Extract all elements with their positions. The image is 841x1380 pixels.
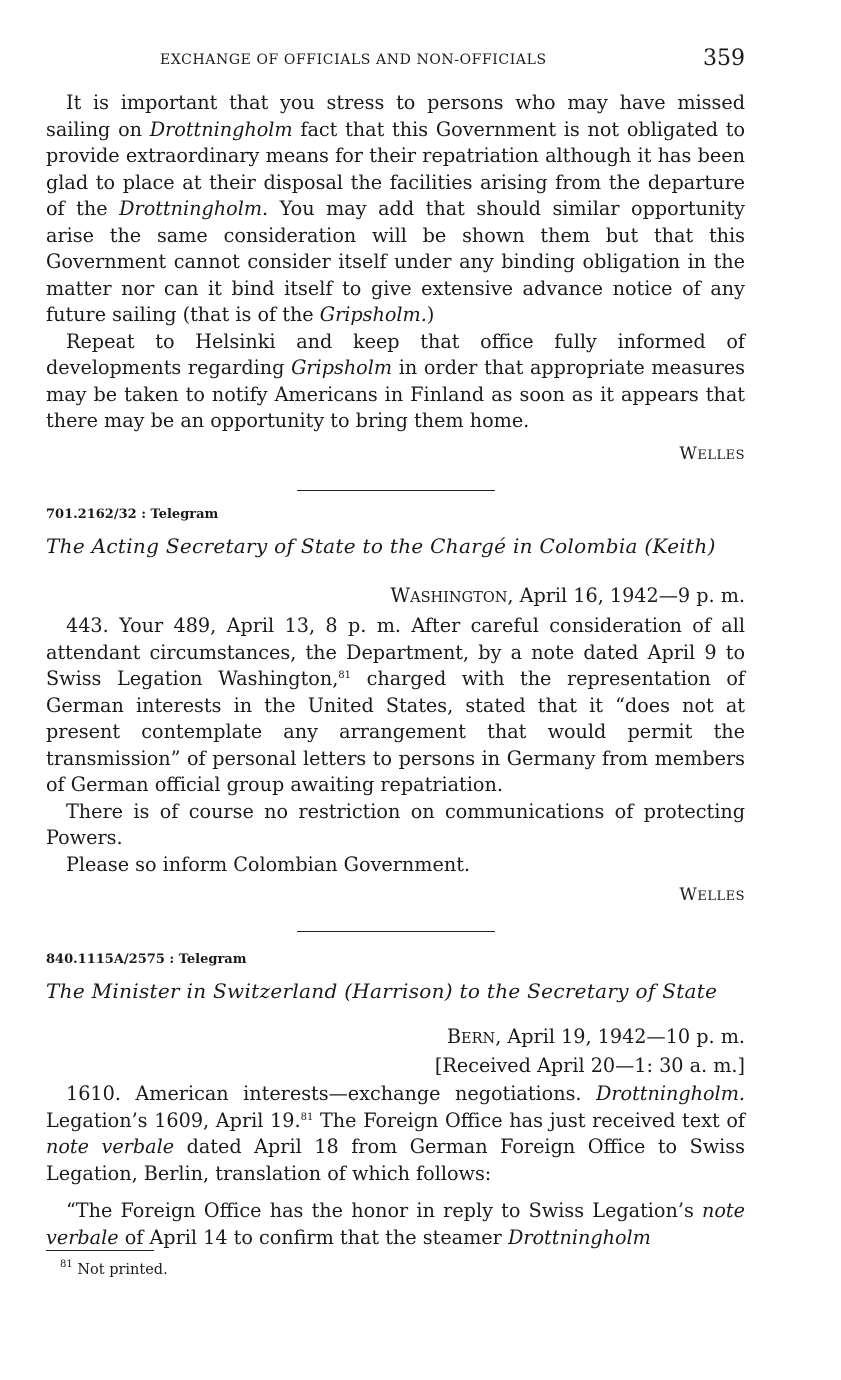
footnote-ref: 81 bbox=[338, 670, 352, 681]
text-run: You may add that should similar opportunity arise the same consideration will be shown them but that this Government cannot consider itself under any binding obligation in the matter nor can it bind itself to give extensive advance notice of any future sailing (that is of the bbox=[46, 197, 745, 326]
section3-body bbox=[46, 1081, 745, 1187]
paragraph bbox=[46, 90, 745, 329]
paragraph: Please so inform Colombian Government. bbox=[66, 852, 471, 876]
italic-text: note verbale bbox=[46, 1199, 745, 1249]
dateline-date: , April 16, 1942—9 p. m. bbox=[507, 584, 745, 607]
signature bbox=[679, 444, 745, 464]
text-run: Repeat to Helsinki and keep that office fully informed of developments regarding bbox=[46, 329, 745, 379]
signature-rest: ELLES bbox=[697, 889, 745, 904]
signature-rest: ELLES bbox=[697, 448, 745, 463]
italic-text: Drottningholm. bbox=[119, 197, 269, 220]
section-divider bbox=[297, 931, 495, 932]
section-divider bbox=[297, 490, 495, 491]
italic-text: Drottningholm bbox=[149, 117, 293, 141]
dateline bbox=[390, 583, 745, 612]
text-run: “The Foreign Office has the honor in reply to Swiss Legation’s bbox=[66, 1199, 703, 1222]
paragraph: There is of course no restriction on communications of protecting Powers. bbox=[46, 799, 745, 849]
received-line: [Received April 20—1: 30 a. m.] bbox=[434, 1053, 745, 1077]
footnote-text: Not printed. bbox=[72, 1262, 168, 1278]
dateline-date: , April 19, 1942—10 p. m. bbox=[495, 1025, 745, 1048]
text-run: in order that appropriate measures may be taken to notify Americans in Finland as soon as it appears that there may be an opportunity to bring them home. bbox=[46, 356, 745, 432]
document-title: The Acting Secretary of State to the Chargé in Colombia (Keith) bbox=[46, 534, 716, 558]
file-reference: 701.2162/32 : Telegram bbox=[46, 507, 219, 522]
text-run: The Foreign Office has just received text of bbox=[313, 1108, 745, 1132]
text-run: 1610. American interests—exchange negotiations. bbox=[66, 1082, 596, 1105]
page-number: 359 bbox=[703, 46, 745, 71]
footnote-marker: 81 bbox=[60, 1259, 73, 1270]
text-run: charged with the representation of German interests in the United States, stated that it “does not at present contemplate any arrangement that would permit the transmission” of personal letters to persons in Germany from members of German official group awaiting repatriation. bbox=[46, 667, 745, 796]
text-run: ) bbox=[426, 303, 435, 326]
dateline-place: ASHINGTON bbox=[410, 590, 508, 606]
italic-text: Gripsholm. bbox=[319, 303, 427, 326]
dateline-initial: B bbox=[446, 1025, 461, 1048]
signature-initial: W bbox=[679, 444, 698, 464]
footnote-rule bbox=[46, 1250, 154, 1251]
text-run: It is important that you stress to persons who may have missed sailing on bbox=[46, 91, 745, 141]
italic-text: Drottningholm. bbox=[595, 1082, 745, 1105]
italic-text: note verbale bbox=[46, 1135, 175, 1158]
running-head bbox=[46, 46, 745, 76]
dateline bbox=[435, 1024, 745, 1079]
paragraph bbox=[46, 613, 745, 799]
footnote-ref: 81 bbox=[300, 1111, 314, 1123]
signature-initial: W bbox=[679, 885, 698, 905]
paragraph bbox=[46, 1198, 745, 1251]
file-reference: 840.1115A/2575 : Telegram bbox=[46, 952, 247, 967]
text-run: 443. Your 489, April 13, 8 p. m. After careful consideration of all attendant circumstances, the Department, by a note dated April 9 to Swiss Legation Washington, bbox=[46, 614, 745, 690]
signature bbox=[679, 885, 745, 905]
italic-text: Gripsholm bbox=[291, 356, 393, 379]
section2-body bbox=[46, 613, 745, 878]
quoted-note bbox=[46, 1198, 745, 1251]
italic-text: Drottningholm bbox=[507, 1225, 651, 1249]
footnote bbox=[60, 1259, 168, 1278]
text-run: of April 14 to confirm that the steamer bbox=[118, 1225, 508, 1249]
paragraph bbox=[46, 1081, 745, 1187]
running-title: EXCHANGE OF OFFICIALS AND NON-OFFICIALS bbox=[160, 52, 547, 68]
dateline-place: ERN bbox=[460, 1031, 496, 1047]
document-title: The Minister in Switzerland (Harrison) to the Secretary of State bbox=[46, 979, 718, 1003]
section1-body bbox=[46, 90, 745, 435]
paragraph bbox=[46, 329, 745, 435]
dateline-initial: W bbox=[390, 584, 411, 607]
text-run: Legation’s 1609, April 19. bbox=[46, 1108, 301, 1132]
text-run: dated April 18 from German Foreign Office to Swiss Legation, Berlin, translation of which follows: bbox=[46, 1135, 745, 1185]
text-run: fact that this Government is not obligated to provide extraordinary means for their repatriation although it has been glad to place at their disposal the facilities arising from the departure of the bbox=[46, 117, 746, 220]
